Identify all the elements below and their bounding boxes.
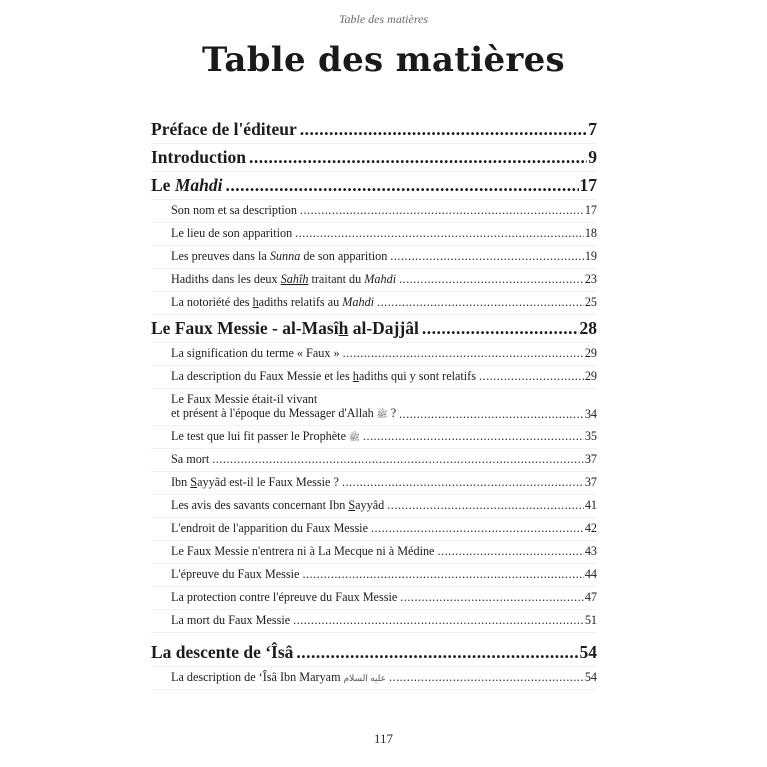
entry-page-number: 23 xyxy=(584,272,597,286)
toc-subentry-trial[interactable] xyxy=(151,564,597,587)
peace-honorific-icon: عليه السلام xyxy=(343,673,386,683)
toc-entry-isa[interactable] xyxy=(151,639,597,667)
dot-leader xyxy=(479,369,584,384)
dot-leader xyxy=(302,567,583,582)
page-number: 117 xyxy=(373,731,394,746)
label-text: La description du Faux Messie et les xyxy=(171,369,353,383)
dot-leader xyxy=(400,590,584,605)
dot-leader xyxy=(377,295,584,310)
toc-subentry-mahdi-proofs[interactable] xyxy=(151,246,597,269)
entry-page-number: 43 xyxy=(584,544,597,558)
dot-leader xyxy=(371,521,584,536)
dot-leader xyxy=(225,175,578,196)
entry-page-number: 17 xyxy=(579,175,597,195)
dot-leader xyxy=(293,613,584,628)
label-text: Hadiths dans les deux xyxy=(171,272,281,286)
toc-subentry-ibn-sayyad[interactable] xyxy=(151,472,597,495)
label-italic-text: Mahdi xyxy=(342,295,375,309)
entry-label xyxy=(171,369,476,384)
label-text: de son apparition xyxy=(300,249,388,263)
label-text-line-2: et présent à l'époque du Messager d'Allah xyxy=(171,406,374,420)
entry-label: L'épreuve du Faux Messie xyxy=(171,567,300,581)
entry-label: La signification du terme « Faux » xyxy=(171,346,340,360)
entry-page-number: 7 xyxy=(588,119,597,139)
dot-leader xyxy=(300,203,584,218)
label-text: Le test que lui fit passer le Prophète xyxy=(171,429,346,443)
dot-leader xyxy=(363,429,584,444)
entry-label xyxy=(151,318,419,339)
entry-label: Introduction xyxy=(151,147,246,167)
entry-page-number: 41 xyxy=(584,498,597,512)
entry-label xyxy=(171,272,396,287)
entry-label: La descente de ‘Îsâ xyxy=(151,642,294,662)
entry-page-number: 29 xyxy=(584,346,597,360)
label-italic-text: Mahdi xyxy=(364,272,397,286)
toc-subentry-mahdi-sahih[interactable] xyxy=(151,269,597,292)
label-underlined-text: S xyxy=(190,475,198,489)
entry-page-number: 19 xyxy=(584,249,597,263)
label-text: ayyâd est-il le Faux Messie ? xyxy=(197,475,339,489)
label-underlined-text: h xyxy=(252,295,259,309)
dot-leader xyxy=(399,407,584,421)
label-text: adiths qui y sont relatifs xyxy=(358,369,476,383)
label-text: Les avis des savants concernant Ibn xyxy=(171,498,349,512)
salat-honorific-icon: ﷺ xyxy=(376,409,388,419)
label-underlined-text: S xyxy=(348,498,356,512)
label-italic-text: Mahdi xyxy=(174,175,223,195)
entry-page-number: 54 xyxy=(584,670,597,684)
dot-leader xyxy=(437,544,583,559)
entry-page-number: 9 xyxy=(588,147,597,167)
entry-page-number: 35 xyxy=(584,429,597,443)
entry-label xyxy=(171,670,386,685)
entry-label: La mort du Faux Messie xyxy=(171,613,291,627)
toc-subentry-mahdi-place[interactable] xyxy=(151,223,597,246)
entry-page-number: 42 xyxy=(584,521,597,535)
label-italic-text: Sahîh xyxy=(280,272,309,286)
entry-page-number: 51 xyxy=(584,613,597,627)
entry-label xyxy=(171,429,360,445)
toc-entry-introduction[interactable] xyxy=(151,144,597,172)
label-italic-text: Sunna xyxy=(269,249,301,263)
entry-page-number: 37 xyxy=(584,452,597,466)
toc-entry-dajjal[interactable] xyxy=(151,315,597,343)
dot-leader xyxy=(422,318,579,339)
toc-subentry-mahdi-name[interactable] xyxy=(151,200,597,223)
toc-subentry-dajjal-death[interactable] xyxy=(151,610,597,633)
toc-entry-preface[interactable] xyxy=(151,116,597,144)
label-text: al-Dajjâl xyxy=(348,318,419,338)
entry-label: Le Faux Messie n'entrera ni à La Mecque ni à Médine xyxy=(171,544,435,558)
toc-entry-mahdi[interactable] xyxy=(151,172,597,200)
toc-subentry-dajjal-alive[interactable] xyxy=(151,389,597,426)
label-text: La notoriété des xyxy=(171,295,253,309)
salat-honorific-icon: ﷺ xyxy=(349,432,360,442)
entry-label xyxy=(171,249,387,264)
entry-page-number: 44 xyxy=(584,567,597,581)
entry-label: Son nom et sa description xyxy=(171,203,297,217)
entry-page-number: 37 xyxy=(584,475,597,489)
label-text-line-1: Le Faux Messie était-il vivant xyxy=(171,392,318,406)
dot-leader xyxy=(343,346,584,361)
toc-subentry-scholars-opinions[interactable] xyxy=(151,495,597,518)
dot-leader xyxy=(390,249,584,264)
dot-leader xyxy=(342,475,584,490)
page-title: Table des matières xyxy=(202,40,565,80)
dot-leader xyxy=(296,642,578,663)
label-text: Ibn xyxy=(171,475,191,489)
toc-subentry-appearance-place[interactable] xyxy=(151,518,597,541)
entry-page-number: 18 xyxy=(584,226,597,240)
label-underlined-text: h xyxy=(338,318,349,338)
entry-label: Le lieu de son apparition xyxy=(171,226,293,240)
dot-leader xyxy=(300,119,587,140)
entry-label xyxy=(171,392,396,421)
entry-label: Préface de l'éditeur xyxy=(151,119,297,139)
toc-subentry-protection[interactable] xyxy=(151,587,597,610)
label-text: ? xyxy=(387,406,397,420)
label-text: La description de ‘Îsâ Ibn Maryam xyxy=(171,670,341,684)
entry-label: L'endroit de l'apparition du Faux Messie xyxy=(171,521,368,535)
toc-subentry-dajjal-test[interactable] xyxy=(151,426,597,449)
toc-subentry-dajjal-death-ibn-sayyad[interactable] xyxy=(151,449,597,472)
entry-label xyxy=(171,498,384,513)
label-text: adiths relatifs au xyxy=(258,295,343,309)
entry-page-number: 47 xyxy=(584,590,597,604)
toc-subentry-dajjal-meaning[interactable] xyxy=(151,343,597,366)
label-text: traitant du xyxy=(308,272,365,286)
dot-leader xyxy=(249,147,587,168)
label-text: Les preuves dans la xyxy=(171,249,270,263)
running-head: Table des matières xyxy=(338,12,429,26)
entry-label xyxy=(151,175,222,196)
entry-label xyxy=(171,295,374,310)
dot-leader xyxy=(387,498,584,513)
entry-label xyxy=(171,475,339,490)
label-text: Le Faux Messie - al-Masî xyxy=(151,318,339,338)
entry-page-number: 25 xyxy=(584,295,597,309)
label-text: Le xyxy=(151,175,175,195)
toc-subentry-dajjal-description[interactable] xyxy=(151,366,597,389)
entry-label: Sa mort xyxy=(171,452,210,466)
label-underlined-text: h xyxy=(352,369,359,383)
entry-page-number: 54 xyxy=(579,642,597,662)
toc-subentry-isa-description[interactable] xyxy=(151,667,597,690)
toc-subentry-mecca-medina[interactable] xyxy=(151,541,597,564)
label-text: ayyâd xyxy=(355,498,385,512)
entry-label: La protection contre l'épreuve du Faux Messie xyxy=(171,590,398,604)
entry-page-number: 17 xyxy=(584,203,597,217)
dot-leader xyxy=(399,272,584,287)
dot-leader xyxy=(295,226,584,241)
entry-page-number: 34 xyxy=(584,407,597,421)
entry-page-number: 29 xyxy=(584,369,597,383)
entry-page-number: 28 xyxy=(579,318,597,338)
dot-leader xyxy=(212,452,584,467)
table-of-contents xyxy=(151,116,597,690)
dot-leader xyxy=(389,670,584,685)
toc-subentry-mahdi-notoriety[interactable] xyxy=(151,292,597,315)
